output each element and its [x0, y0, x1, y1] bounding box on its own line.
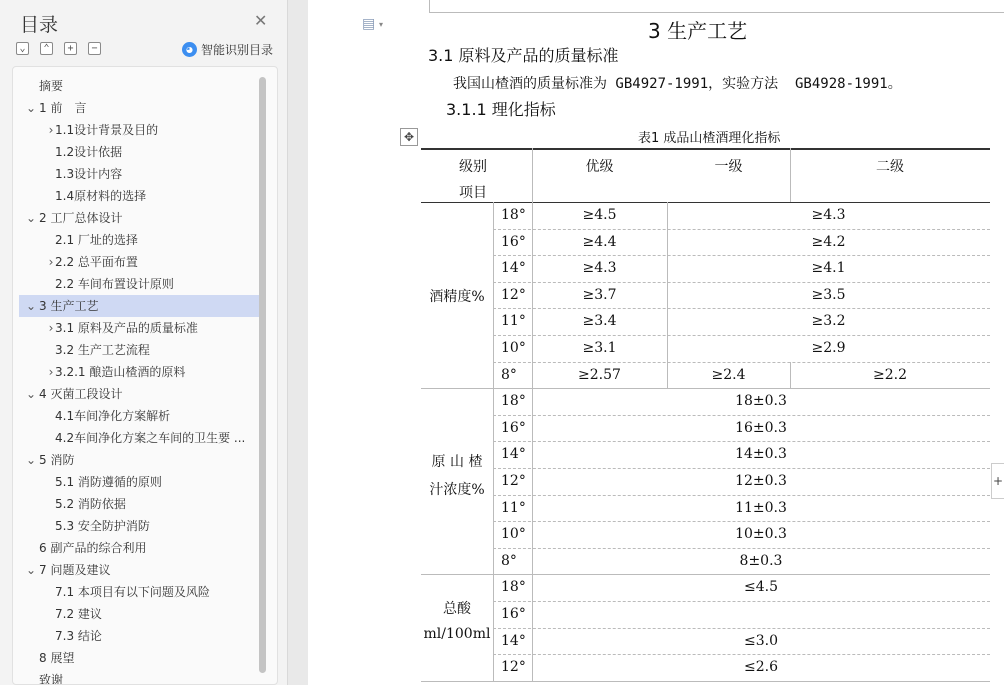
toc-item[interactable]	[19, 471, 259, 493]
toc-item[interactable]	[19, 449, 259, 471]
toc-scrollbar[interactable]	[259, 77, 266, 673]
value-cell-superior: ≥4.3	[582, 260, 617, 277]
toc-item-label: 5.3 安全防护消防	[55, 519, 150, 533]
page-corner-mark	[429, 0, 430, 12]
value-cell-first: ≥2.4	[711, 366, 746, 383]
toc-item[interactable]	[19, 493, 259, 515]
chevron-down-icon[interactable]: ⌄	[25, 299, 37, 313]
value-cell: 8±0.3	[739, 552, 783, 569]
row-divider	[493, 362, 990, 363]
degree-cell: 16°	[501, 606, 526, 622]
add-column-icon[interactable]: +	[991, 463, 1004, 499]
degree-cell: 14°	[501, 446, 526, 463]
degree-cell: 8°	[501, 552, 517, 569]
row-divider	[493, 601, 990, 602]
toc-item[interactable]	[19, 229, 259, 251]
toc-item-label: 2 工厂总体设计	[39, 211, 123, 225]
toc-item-label: 5.2 消防依据	[55, 497, 126, 511]
toc-item-label: 2.2 总平面布置	[55, 255, 138, 269]
group-divider	[421, 388, 990, 389]
chapter-title: 3 生产工艺	[648, 19, 748, 43]
value-cell-merged: ≥3.5	[811, 286, 846, 303]
collapse-all-icon[interactable]: ⌄	[16, 42, 29, 55]
toc-item[interactable]	[19, 581, 259, 603]
chevron-right-icon[interactable]: ›	[48, 321, 54, 335]
degree-cell: 10°	[501, 526, 526, 543]
value-cell-merged: ≥3.2	[811, 313, 846, 330]
toc-item[interactable]	[19, 185, 259, 207]
row-divider	[493, 441, 990, 442]
table-line	[493, 388, 494, 574]
toc-item-label: 摘要	[39, 79, 64, 93]
row-divider	[493, 415, 990, 416]
header-level-label: 级别	[459, 159, 487, 175]
value-cell: 18±0.3	[735, 393, 787, 410]
group-name: 酒精度%	[429, 289, 485, 306]
toc-item[interactable]	[19, 317, 259, 339]
header-item-label: 项目	[459, 185, 487, 201]
value-cell: ≤4.5	[744, 579, 778, 596]
toc-item-label: 致谢	[39, 673, 64, 685]
toc-item-label: 2.1 厂址的选择	[55, 233, 138, 247]
toc-item-label: 6 副产品的综合利用	[39, 541, 147, 555]
chevron-right-icon[interactable]: ›	[48, 255, 54, 269]
toc-item-label: 4.1车间净化方案解析	[55, 409, 171, 423]
toc-item[interactable]	[19, 625, 259, 647]
row-divider	[493, 335, 990, 336]
degree-cell: 14°	[501, 260, 526, 277]
table-top-border	[421, 148, 990, 150]
toc-item-label: 7.2 建议	[55, 607, 102, 621]
value-cell-superior: ≥4.5	[582, 207, 617, 223]
value-cell-superior: ≥3.7	[582, 286, 617, 303]
toc-item-label: 1.1设计背景及目的	[55, 123, 159, 137]
toc-item[interactable]	[19, 119, 259, 141]
chevron-right-icon[interactable]: ›	[48, 365, 54, 379]
subsection-title: 3.1.1 理化指标	[446, 100, 556, 119]
value-cell: ≤2.6	[744, 659, 778, 676]
toc-item[interactable]	[19, 515, 259, 537]
value-cell-merged: ≥4.1	[811, 260, 846, 277]
toc-item-label: 7 问题及建议	[39, 563, 111, 577]
chevron-down-icon[interactable]: ⌄	[25, 563, 37, 577]
toc-item-label: 7.1 本项目有以下问题及风险	[55, 585, 210, 599]
group-name: ml/100ml	[423, 625, 491, 642]
toc-item[interactable]	[19, 537, 259, 559]
value-cell-merged: ≥2.9	[811, 340, 846, 356]
toc-title: 目录	[20, 14, 59, 36]
degree-cell: 18°	[501, 393, 526, 410]
toc-list[interactable]	[12, 66, 278, 685]
body-paragraph: 我国山楂酒的质量标准为 GB4927-1991，实验方法 GB4928-1991。	[453, 76, 902, 92]
toc-item-label: 3.1 原料及产品的质量标准	[55, 321, 198, 335]
row-divider	[493, 521, 990, 522]
group-divider	[421, 574, 990, 575]
toc-item[interactable]	[19, 207, 259, 229]
table-line	[532, 601, 533, 628]
toc-item-label: 8 展望	[39, 651, 75, 665]
table-line	[493, 202, 494, 388]
row-divider	[493, 654, 990, 655]
degree-cell: 12°	[501, 286, 526, 303]
chevron-down-icon[interactable]: ▾	[379, 20, 384, 29]
toc-item[interactable]	[19, 361, 259, 383]
toc-item[interactable]	[19, 97, 259, 119]
toc-item[interactable]	[19, 251, 259, 273]
value-cell: ≤3.0	[744, 632, 778, 649]
row-divider	[493, 255, 990, 256]
toc-item[interactable]	[19, 75, 259, 97]
degree-cell: 16°	[501, 233, 526, 250]
toc-panel	[0, 0, 288, 685]
toc-item-label: 1.2设计依据	[55, 145, 123, 159]
row-divider	[493, 548, 990, 549]
value-cell-second: ≥2.2	[873, 366, 907, 383]
toc-item-label: 2.2 车间布置设计原则	[55, 277, 174, 291]
toc-item[interactable]	[19, 339, 259, 361]
section-title: 3.1 原料及产品的质量标准	[428, 46, 619, 65]
group-name: 汁浓度%	[429, 482, 485, 499]
chevron-down-icon[interactable]: ⌄	[25, 387, 37, 401]
toc-item[interactable]	[19, 405, 259, 427]
chevron-down-icon[interactable]: ⌄	[25, 101, 37, 115]
table-line	[790, 148, 791, 202]
smart-toc-label: 智能识别目录	[201, 43, 274, 57]
toc-item[interactable]	[19, 647, 259, 669]
degree-cell: 12°	[501, 659, 526, 676]
degree-cell: 12°	[501, 473, 526, 489]
degree-cell: 18°	[501, 207, 526, 223]
degree-cell: 18°	[501, 579, 526, 596]
degree-cell: 14°	[501, 632, 526, 649]
row-divider	[493, 495, 990, 496]
value-cell-superior: ≥4.4	[582, 233, 617, 250]
toc-item-label: 1.4原材料的选择	[55, 189, 147, 203]
group-name: 原 山 楂	[431, 454, 483, 471]
group-divider	[421, 681, 990, 682]
toc-item[interactable]	[19, 427, 259, 449]
toc-item[interactable]	[19, 141, 259, 163]
value-cell: 11±0.3	[735, 499, 787, 516]
toc-item[interactable]	[19, 295, 259, 317]
degree-cell: 11°	[501, 313, 526, 330]
chevron-down-icon[interactable]: ⌄	[25, 453, 37, 467]
chevron-right-icon[interactable]: ›	[48, 123, 54, 137]
remove-heading-icon[interactable]: −	[88, 42, 101, 55]
value-cell: 12±0.3	[735, 473, 787, 489]
degree-cell: 10°	[501, 340, 526, 356]
row-divider	[493, 282, 990, 283]
toc-item-label: 5.1 消防遵循的原则	[55, 475, 162, 489]
header-col-first: 一级	[714, 159, 743, 175]
toc-item[interactable]	[19, 603, 259, 625]
row-divider	[493, 628, 990, 629]
value-cell: 16±0.3	[735, 419, 787, 436]
toc-item-label: 3.2.1 酿造山楂酒的原料	[55, 365, 186, 379]
value-cell: 14±0.3	[735, 446, 787, 463]
toc-item-label: 7.3 结论	[55, 629, 102, 643]
ai-icon: ◕	[182, 42, 197, 57]
header-bottom-border	[421, 202, 990, 203]
toc-item[interactable]	[19, 559, 259, 581]
value-cell-merged: ≥4.3	[811, 207, 846, 223]
row-divider	[493, 308, 990, 309]
toc-item-label: 1 前 言	[39, 101, 87, 115]
document-icon[interactable]: ▤	[362, 16, 376, 32]
toc-item-label: 5 消防	[39, 453, 75, 467]
degree-cell: 11°	[501, 499, 526, 516]
header-col-superior: 优级	[585, 159, 614, 175]
table-caption: 表1 成品山楂酒理化指标	[638, 131, 781, 146]
toc-item-label: 3 生产工艺	[39, 299, 99, 313]
page-corner-mark	[429, 12, 1004, 13]
document-area	[289, 0, 1004, 685]
degree-cell: 16°	[501, 419, 526, 436]
header-col-second: 二级	[876, 159, 904, 175]
toc-item[interactable]	[19, 383, 259, 405]
close-icon[interactable]: ✕	[254, 11, 268, 30]
value-cell-superior: ≥3.4	[582, 313, 617, 330]
table-move-handle-icon[interactable]: ✥	[400, 128, 418, 146]
table-line	[532, 148, 533, 202]
row-divider	[493, 229, 990, 230]
expand-all-icon[interactable]: ⌃	[40, 42, 53, 55]
toc-item[interactable]	[19, 669, 259, 685]
degree-cell: 8°	[501, 366, 517, 383]
group-name: 总酸	[443, 600, 471, 617]
value-cell-superior: ≥2.57	[578, 366, 621, 383]
toc-item-label: 3.2 生产工艺流程	[55, 343, 150, 357]
value-cell-merged: ≥4.2	[811, 233, 846, 250]
document-page	[308, 0, 1004, 685]
value-cell: 10±0.3	[735, 526, 787, 543]
toc-item[interactable]	[19, 163, 259, 185]
smart-toc-button[interactable]	[182, 41, 273, 58]
add-heading-icon[interactable]: +	[64, 42, 77, 55]
toc-item-label: 4 灭菌工段设计	[39, 387, 123, 401]
toc-item-label: 1.3设计内容	[55, 167, 123, 181]
toc-item[interactable]	[19, 273, 259, 295]
row-divider	[493, 468, 990, 469]
value-cell-superior: ≥3.1	[582, 340, 617, 356]
chevron-down-icon[interactable]: ⌄	[25, 211, 37, 225]
toc-item-label: 4.2车间净化方案之车间的卫生要 ...	[55, 431, 246, 445]
